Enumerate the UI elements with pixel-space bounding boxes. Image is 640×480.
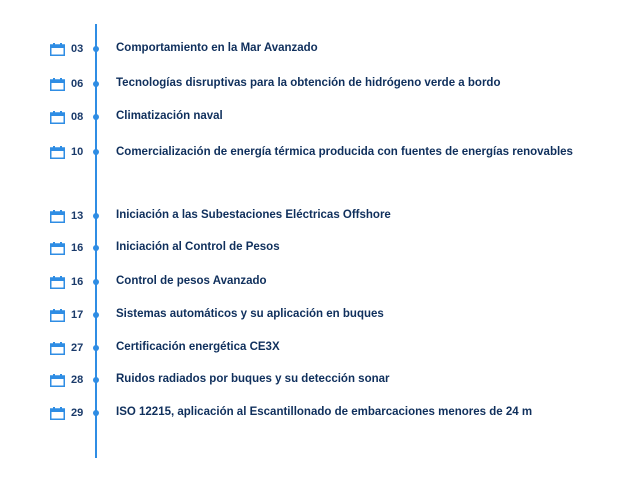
event-title[interactable]: Climatización naval <box>116 110 223 122</box>
timeline-item[interactable] <box>0 40 640 60</box>
event-day: 16 <box>71 242 84 254</box>
timeline-item[interactable] <box>0 306 640 326</box>
calendar-icon <box>50 374 65 387</box>
calendar-icon <box>50 276 65 289</box>
timeline-item[interactable] <box>0 108 640 128</box>
timeline-dot <box>93 345 99 351</box>
event-day: 13 <box>71 210 84 222</box>
event-title[interactable]: Certificación energética CE3X <box>116 341 280 353</box>
timeline-dot <box>93 213 99 219</box>
timeline-dot <box>93 114 99 120</box>
timeline-item[interactable] <box>0 371 640 391</box>
timeline-item[interactable] <box>0 143 640 163</box>
event-title[interactable]: Comportamiento en la Mar Avanzado <box>116 42 318 54</box>
event-title[interactable]: Iniciación a las Subestaciones Eléctricas Offshore <box>116 209 391 221</box>
event-day: 08 <box>71 111 84 123</box>
timeline-dot <box>93 410 99 416</box>
event-day: 06 <box>71 78 84 90</box>
timeline-dot <box>93 377 99 383</box>
timeline-item[interactable] <box>0 75 640 95</box>
event-title[interactable]: Iniciación al Control de Pesos <box>116 241 280 253</box>
event-day: 29 <box>71 407 84 419</box>
event-day: 17 <box>71 309 84 321</box>
calendar-icon <box>50 78 65 91</box>
calendar-icon <box>50 111 65 124</box>
event-day: 16 <box>71 276 84 288</box>
event-title[interactable]: Ruidos radiados por buques y su detección sonar <box>116 373 390 385</box>
calendar-icon <box>50 210 65 223</box>
calendar-icon <box>50 242 65 255</box>
event-title[interactable]: Control de pesos Avanzado <box>116 275 267 287</box>
calendar-icon <box>50 309 65 322</box>
timeline-dot <box>93 279 99 285</box>
calendar-icon <box>50 146 65 159</box>
event-day: 03 <box>71 43 84 55</box>
timeline-dot <box>93 312 99 318</box>
event-title[interactable]: ISO 12215, aplicación al Escantillonado de embarcaciones menores de 24 m <box>116 406 533 418</box>
timeline-dot <box>93 81 99 87</box>
timeline-dot <box>93 149 99 155</box>
event-title[interactable]: Comercialización de energía térmica producida con fuentes de energías renovables <box>116 146 573 158</box>
timeline-item[interactable] <box>0 404 640 424</box>
event-title[interactable]: Tecnologías disruptivas para la obtención de hidrógeno verde a bordo <box>116 77 501 89</box>
timeline-dot <box>93 46 99 52</box>
calendar-icon <box>50 342 65 355</box>
calendar-icon <box>50 407 65 420</box>
event-day: 28 <box>71 374 84 386</box>
timeline-item[interactable] <box>0 273 640 293</box>
timeline-item[interactable] <box>0 207 640 227</box>
event-title[interactable]: Sistemas automáticos y su aplicación en buques <box>116 308 384 320</box>
event-day: 10 <box>71 146 84 158</box>
event-day: 27 <box>71 342 84 354</box>
timeline-dot <box>93 245 99 251</box>
timeline-item[interactable] <box>0 239 640 259</box>
timeline-item[interactable] <box>0 339 640 359</box>
calendar-icon <box>50 43 65 56</box>
